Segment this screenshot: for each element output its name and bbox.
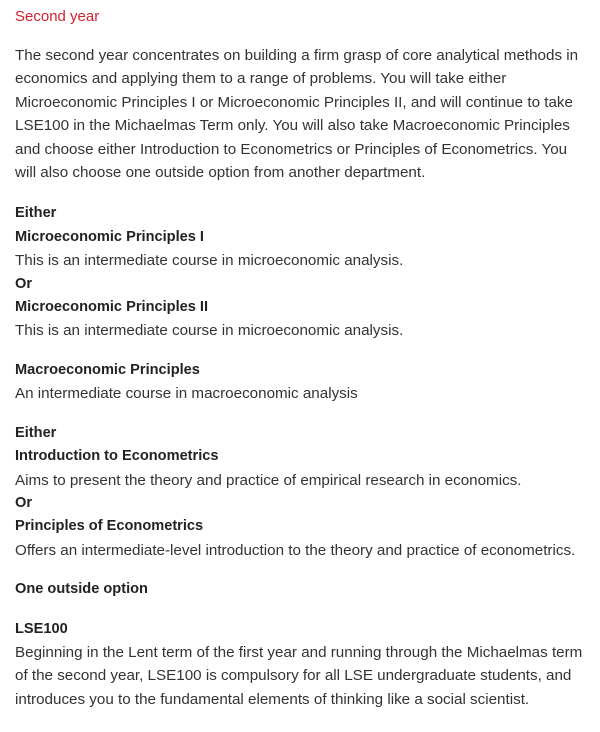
or-label: Or bbox=[15, 494, 33, 511]
course-title-principles-econometrics: Principles of Econometrics bbox=[15, 518, 204, 535]
either-label: Either bbox=[15, 424, 57, 441]
lse100-block bbox=[15, 618, 584, 712]
course-desc-macro: An intermediate course in macroeconomic analysis bbox=[15, 385, 358, 403]
section-heading: Second year bbox=[15, 8, 100, 25]
course-title-lse100: LSE100 bbox=[15, 620, 68, 637]
course-title-intro-econometrics: Introduction to Econometrics bbox=[15, 448, 219, 465]
microeconomics-choice-block bbox=[15, 202, 584, 342]
or-label: Or bbox=[15, 275, 33, 292]
course-desc-principles-econometrics: Offers an intermediate-level introduction to the theory and practice of econometrics. bbox=[15, 541, 576, 559]
course-desc-micro-1: This is an intermediate course in microeconomic analysis. bbox=[15, 252, 404, 270]
macroeconomics-block bbox=[15, 359, 584, 406]
course-title-macro: Macroeconomic Principles bbox=[15, 361, 200, 378]
either-label: Either bbox=[15, 205, 57, 222]
intro-paragraph: The second year concentrates on building a firm grasp of core analytical methods in economics and applying them to a range of problems. You will take either Microeconomic Principles I or Microeconomic Principles II, and will continue to take LSE100 in the Michaelmas Term only. You will also take Macroeconomic Principles and choose either Introduction to Econometrics or Principles of Econometrics. You will also choose one outside option from another department. bbox=[15, 47, 579, 182]
course-desc-intro-econometrics: Aims to present the theory and practice of empirical research in economics. bbox=[15, 471, 522, 489]
course-desc-micro-2: This is an intermediate course in microeconomic analysis. bbox=[15, 322, 404, 340]
course-desc-lse100: Beginning in the Lent term of the first year and running through the Michaelmas term of the second year, LSE100 is compulsory for all LSE undergraduate students, and introduces you to the fundamental elements of thinking like a social scientist. bbox=[15, 643, 583, 708]
course-title-micro-1: Microeconomic Principles I bbox=[15, 228, 204, 245]
outside-option-title: One outside option bbox=[15, 581, 148, 598]
outside-option-block bbox=[15, 578, 584, 601]
course-title-micro-2: Microeconomic Principles II bbox=[15, 299, 209, 316]
econometrics-choice-block bbox=[15, 422, 584, 562]
